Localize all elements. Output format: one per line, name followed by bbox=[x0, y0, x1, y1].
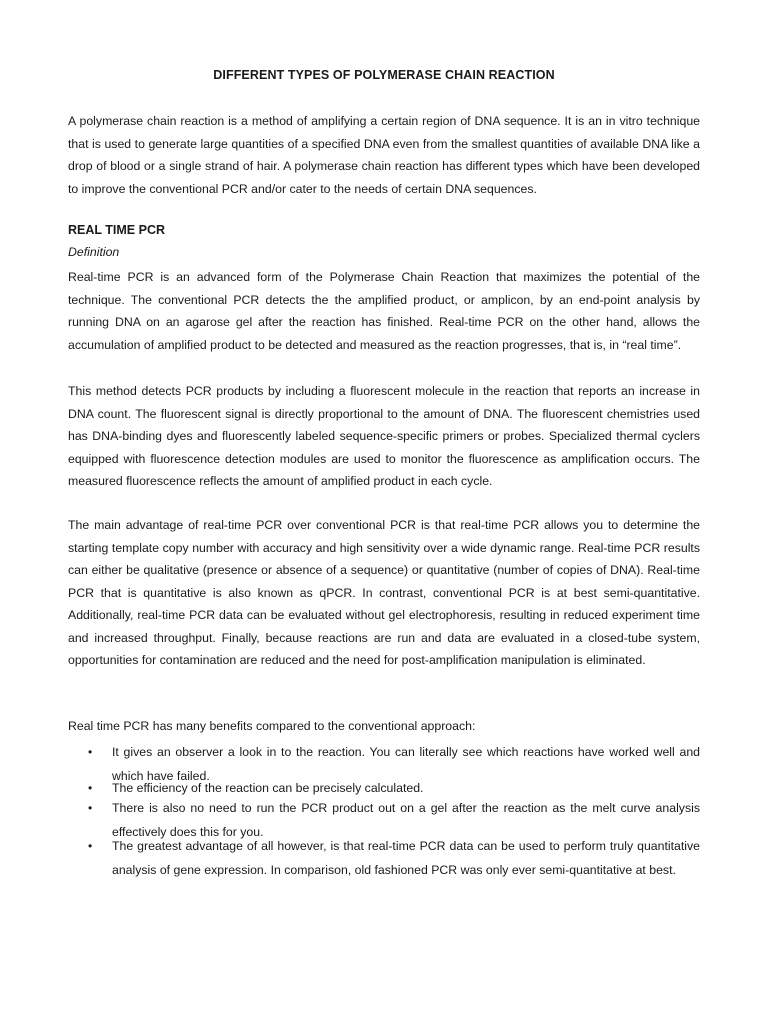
section-heading: REAL TIME PCR bbox=[68, 223, 165, 237]
benefits-intro: Real time PCR has many benefits compared to the conventional approach: bbox=[68, 719, 476, 733]
definition-subheading: Definition bbox=[68, 245, 120, 259]
list-item bbox=[68, 780, 700, 797]
list-item bbox=[68, 834, 700, 882]
definition-paragraph: Real-time PCR is an advanced form of the Polymerase Chain Reaction that maximizes the potential of the technique. The conventional PCR detects the the amplified product, or amplicon, by an end-point analysis by running DNA on an agarose gel after the reaction has finished. Real-time PCR on the other hand, allows the accumulation of amplified product to be detected and measured as the reaction progresses, that is, in “real time”. bbox=[68, 270, 700, 352]
advantage-paragraph: The main advantage of real-time PCR over conventional PCR is that real-time PCR allows you to determine the starting template copy number with accuracy and high sensitivity over a wide dynamic range. Real-time PCR results can either be qualitative (presence or absence of a sequence) or quantitative (number of copies of DNA). Real-time PCR that is quantitative is also known as qPCR. In contrast, conventional PCR is at best semi-quantitative. Additionally, real-time PCR data can be evaluated without gel electrophoresis, resulting in reduced experiment time and increased throughput. Finally, because reactions are run and data are evaluated in a closed-tube system, opportunities for contamination are reduced and the need for post-amplification manipulation is eliminated. bbox=[68, 518, 700, 667]
list-item-text: It gives an observer a look in to the reaction. You can literally see which reactions have worked well and which have failed. bbox=[112, 745, 700, 783]
bullet-icon: • bbox=[88, 745, 93, 759]
document-title: DIFFERENT TYPES OF POLYMERASE CHAIN REACTION bbox=[213, 68, 555, 82]
list-item-text: There is also no need to run the PCR product out on a gel after the reaction as the melt curve analysis effectively does this for you. bbox=[112, 801, 700, 839]
list-item-text: The efficiency of the reaction can be precisely calculated. bbox=[112, 781, 424, 795]
method-paragraph: This method detects PCR products by including a fluorescent molecule in the reaction that reports an increase in DNA count. The fluorescent signal is directly proportional to the amount of DNA. The fluorescent chemistries used has DNA-binding dyes and fluorescently labeled sequence-specific primers or probes. Specialized thermal cyclers equipped with fluorescence detection modules are used to monitor the fluorescence as amplification occurs. The measured fluorescence reflects the amount of amplified product in each cycle. bbox=[68, 384, 700, 488]
list-item-text: The greatest advantage of all however, is that real-time PCR data can be used to perform truly quantitative analysis of gene expression. In comparison, old fashioned PCR was only ever semi-quantitative at best. bbox=[112, 839, 700, 877]
bullet-icon: • bbox=[88, 781, 93, 795]
intro-paragraph: A polymerase chain reaction is a method of amplifying a certain region of DNA sequence. It is an in vitro technique that is used to generate large quantities of a specified DNA even from the smallest quantities of available DNA like a drop of blood or a single strand of hair. A polymerase chain reaction has different types which have been developed to improve the conventional PCR and/or cater to the needs of certain DNA sequences. bbox=[68, 114, 700, 196]
bullet-icon: • bbox=[88, 801, 93, 815]
bullet-icon: • bbox=[88, 839, 93, 853]
